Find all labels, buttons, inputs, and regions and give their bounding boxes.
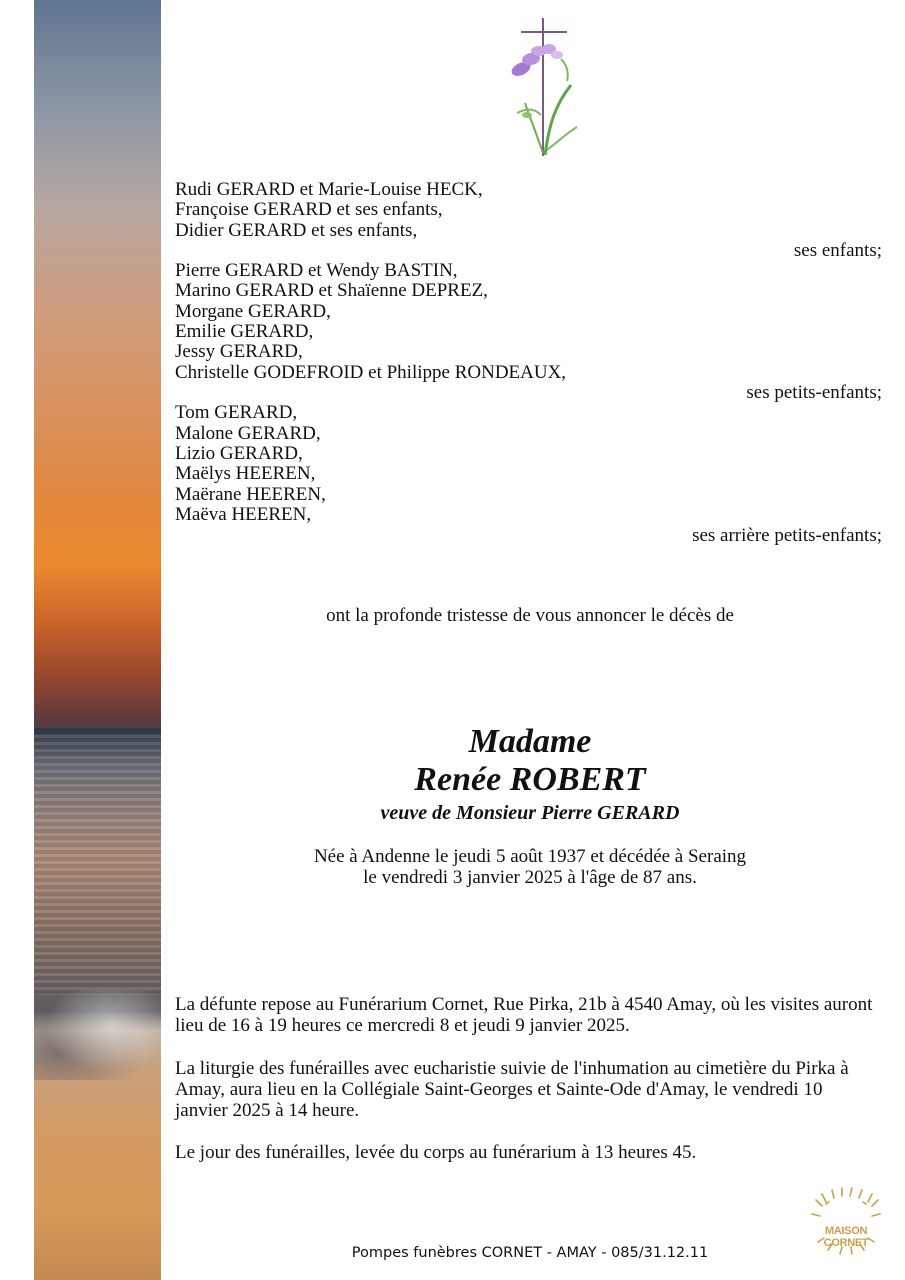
announcement-text: ont la profonde tristesse de vous annoncer le décès de xyxy=(326,605,734,626)
name-line: Pierre GERARD et Wendy BASTIN, xyxy=(175,260,458,281)
name-line: Jessy GERARD, xyxy=(175,341,303,362)
sunset-beach-image xyxy=(34,0,161,1280)
footer-contact: Pompes funèbres CORNET - AMAY - 085/31.12.11 xyxy=(351,1245,709,1261)
name-line: Maërane HEEREN, xyxy=(175,484,326,505)
name-line: Marino GERARD et Shaïenne DEPREZ, xyxy=(175,280,488,301)
birth-death-line: Née à Andenne le jeudi 5 août 1937 et décédée à Seraing xyxy=(313,846,747,867)
deceased-salutation: Madame xyxy=(468,723,592,760)
relation-label: ses petits-enfants; xyxy=(746,382,882,403)
name-line: Lizio GERARD, xyxy=(175,443,303,464)
horizon xyxy=(34,728,161,734)
cross-with-flower-icon xyxy=(505,15,585,160)
name-line: Malone GERARD, xyxy=(175,423,321,444)
sea-reflection xyxy=(34,735,161,995)
birth-death-line: le vendredi 3 janvier 2025 à l'âge de 87 ans. xyxy=(363,867,697,888)
paragraph-removal: Le jour des funérailles, levée du corps au funérarium à 13 heures 45. xyxy=(175,1142,697,1163)
name-line: Emilie GERARD, xyxy=(175,321,314,342)
relation-label: ses enfants; xyxy=(793,240,882,261)
logo-text: MAISON CORNET xyxy=(823,1225,869,1249)
name-line: Christelle GODEFROID et Philippe RONDEAUX, xyxy=(175,362,567,383)
deceased-name: Renée ROBERT xyxy=(414,761,646,798)
name-line: Didier GERARD et ses enfants, xyxy=(175,220,418,241)
name-line: Françoise GERARD et ses enfants, xyxy=(175,199,443,220)
maison-cornet-logo xyxy=(806,1180,886,1260)
name-line: Tom GERARD, xyxy=(175,402,298,423)
paragraph-visitation: La défunte repose au Funérarium Cornet, Rue Pirka, 21b à 4540 Amay, où les visites auront lieu de 16 à 19 heures ce mercredi 8 et jeudi 9 janvier 2025. xyxy=(175,994,873,1036)
name-line: Maëva HEEREN, xyxy=(175,504,312,525)
wave xyxy=(34,990,161,1080)
name-line: Rudi GERARD et Marie-Louise HECK, xyxy=(175,179,483,200)
widow-of: veuve de Monsieur Pierre GERARD xyxy=(380,802,680,824)
paragraph-liturgy: La liturgie des funérailles avec eucharistie suivie de l'inhumation au cimetière du Pirka à Amay, aura lieu en la Collégiale Saint-Georges et Sainte-Ode d'Amay, le vendredi 10 janvier 2025 à 14 heure. xyxy=(175,1058,849,1121)
relation-label: ses arrière petits-enfants; xyxy=(692,525,882,546)
name-line: Maëlys HEEREN, xyxy=(175,463,316,484)
name-line: Morgane GERARD, xyxy=(175,301,331,322)
